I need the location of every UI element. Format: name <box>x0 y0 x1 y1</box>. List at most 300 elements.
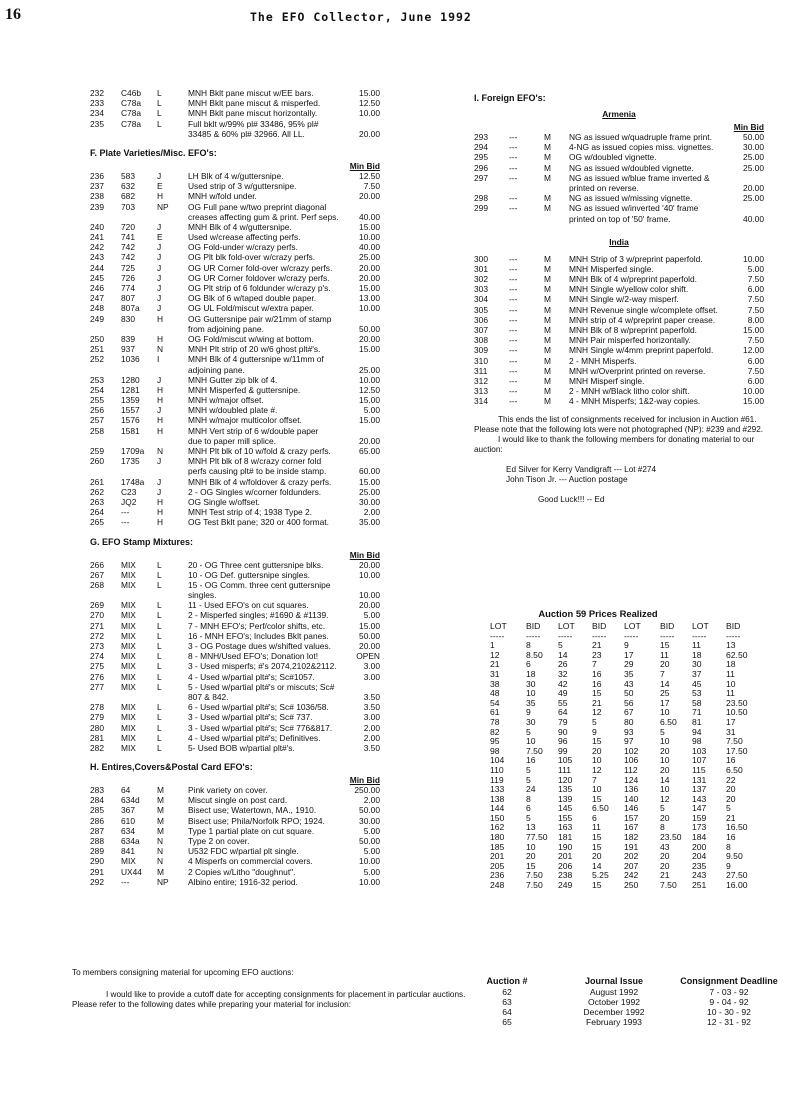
lot-number: 252 <box>90 354 104 365</box>
price-cell: 106 <box>624 755 639 766</box>
price-cell: 190 <box>558 841 573 852</box>
min-bid: 5.00 <box>363 846 380 857</box>
lot-row <box>90 877 380 887</box>
price-cell: BID <box>660 621 675 631</box>
catalog-number: 742 <box>121 242 135 253</box>
price-cell: 61 <box>490 707 500 718</box>
lot-description: 3 - Used misperfs; #'s 2074,2102&2112. <box>188 661 337 672</box>
catalog-number: --- <box>509 142 518 153</box>
section-f-list <box>90 171 380 528</box>
condition-code: N <box>157 846 164 857</box>
lot-row <box>90 466 380 476</box>
lot-row <box>90 119 380 129</box>
lot-number: 255 <box>90 395 104 406</box>
lot-number: 285 <box>90 805 104 816</box>
condition-code: L <box>157 651 162 662</box>
catalog-number: MIX <box>121 569 136 580</box>
lot-number: 247 <box>90 293 104 304</box>
lot-row <box>90 517 380 527</box>
condition-code: E <box>157 232 163 243</box>
lot-number: 288 <box>90 836 104 846</box>
min-bid: 10.00 <box>743 386 764 397</box>
deadline-cell: October 1992 <box>587 997 641 1007</box>
lot-number: 286 <box>90 815 104 826</box>
lot-row <box>474 305 764 315</box>
deadline-row <box>482 987 782 997</box>
page-number: 16 <box>5 6 21 23</box>
lot-description: MNH Plt blk of 10 w/fold & crazy perfs. <box>188 446 331 456</box>
min-bid-header: Min Bid <box>349 160 380 171</box>
catalog-number: --- <box>509 304 518 315</box>
price-cell: 15 <box>592 688 602 699</box>
catalog-number: --- <box>509 253 518 264</box>
lot-number: 293 <box>474 132 488 142</box>
price-cell: 157 <box>624 812 639 823</box>
price-cell: 9.50 <box>726 851 743 862</box>
condition-code: L <box>157 702 162 713</box>
condition-code: J <box>157 456 162 467</box>
lot-number: 277 <box>90 681 104 692</box>
lot-row <box>90 273 380 283</box>
footer-paragraph: I would like to provide a cutoff date for accepting consignments for placement in particular auctions. Please refer to the following dates while preparing your material for inclusion: <box>72 990 466 1009</box>
min-bid: 15.00 <box>359 283 380 293</box>
lot-row <box>90 846 380 856</box>
condition-code: J <box>157 283 162 293</box>
condition-code: M <box>544 284 551 295</box>
section-g-list <box>90 560 380 754</box>
lot-description: MNH Blk of 4 guttersnipe w/11mm of <box>188 354 324 365</box>
price-cell: 115 <box>692 764 706 775</box>
price-cell: 97 <box>624 736 634 747</box>
lot-row <box>474 284 764 294</box>
price-cell: 15 <box>660 640 670 651</box>
catalog-number: 1581 <box>121 425 140 436</box>
price-cell: 155 <box>558 812 573 823</box>
lot-row <box>90 610 380 620</box>
price-cell: 58 <box>692 697 702 708</box>
price-cell: 21 <box>592 640 602 651</box>
catalog-number: MIX <box>121 681 136 692</box>
price-cell: 37 <box>692 668 702 679</box>
lot-description: MNH Blk of 8 w/preprint paperfold. <box>569 325 698 335</box>
catalog-number: 937 <box>121 344 135 355</box>
price-cell: 30 <box>526 678 536 689</box>
condition-code: M <box>544 304 551 315</box>
prices-title: Auction 59 Prices Realized <box>538 608 658 619</box>
price-cell: 43 <box>624 678 634 689</box>
lot-number: 313 <box>474 386 488 397</box>
min-bid: 20.00 <box>359 128 380 139</box>
lot-description: 2 Copies w/Litho "doughnut". <box>188 866 296 877</box>
lot-number: 291 <box>90 866 104 877</box>
condition-code: N <box>157 856 164 867</box>
min-bid: 3.50 <box>363 702 380 713</box>
price-cell: 45 <box>692 678 702 689</box>
lot-number: 267 <box>90 569 104 580</box>
price-cell: 98 <box>490 745 500 756</box>
price-cell: 50 <box>624 688 634 699</box>
lot-number: 303 <box>474 284 488 295</box>
lot-number: 249 <box>90 313 104 324</box>
price-cell: 96 <box>558 736 568 747</box>
lot-description: MNH Revenue single w/complete offset. <box>569 304 718 315</box>
lot-number: 276 <box>90 671 104 682</box>
condition-code: M <box>544 152 551 163</box>
lot-number: 300 <box>474 253 488 264</box>
lot-number: 314 <box>474 396 488 407</box>
condition-code: L <box>157 98 162 109</box>
catalog-number: 634a <box>121 836 140 846</box>
lot-description: printed on reverse. <box>569 182 639 193</box>
price-cell: 8.50 <box>526 649 543 660</box>
min-bid: 3.00 <box>363 671 380 682</box>
price-cell: 6.50 <box>726 764 743 775</box>
price-cell: ----- <box>490 630 505 641</box>
condition-code: L <box>157 671 162 682</box>
lot-description: MNH w/major multicolor offset. <box>188 415 302 426</box>
page-header <box>0 6 809 26</box>
price-cell: 12 <box>660 793 670 804</box>
price-cell: 53 <box>692 688 702 699</box>
condition-code: NP <box>157 876 169 887</box>
catalog-number: --- <box>509 162 518 173</box>
condition-code: M <box>544 274 551 285</box>
price-cell: 6.50 <box>660 716 677 727</box>
price-cell: 21 <box>592 697 602 708</box>
price-cell: 182 <box>624 832 639 843</box>
price-cell: 138 <box>490 793 505 804</box>
lot-description: 15 - OG Comm. three cent guttersnipe <box>188 579 331 590</box>
catalog-number: --- <box>509 203 518 214</box>
lot-description: NG as issued w/blue frame inverted & <box>569 172 710 183</box>
min-bid: 2.00 <box>363 722 380 733</box>
price-cell: 206 <box>558 860 573 871</box>
price-cell: 18 <box>692 649 702 660</box>
donor-line: Ed Silver for Kerry Vandigraft --- Lot #274 <box>506 464 657 474</box>
lot-description: MNH Bklt pane miscut & misperfed. <box>188 98 321 109</box>
catalog-number: MIX <box>121 559 136 570</box>
catalog-number: C78a <box>121 118 142 129</box>
lot-description: 20 - OG Three cent guttersnipe blks. <box>188 559 324 570</box>
min-bid-header: Min Bid <box>349 549 380 560</box>
catalog-number: 841 <box>121 846 135 857</box>
price-cell: 99 <box>558 745 568 756</box>
min-bid: 20.00 <box>359 262 380 273</box>
lot-description: OG Fold-under w/crazy perfs. <box>188 242 298 253</box>
lot-number: 233 <box>90 98 104 109</box>
price-row <box>488 881 748 891</box>
catalog-number: --- <box>509 274 518 285</box>
condition-code: M <box>544 203 551 214</box>
lot-description: OG UR Corner foldover w/crazy perfs. <box>188 272 330 283</box>
deadline-cell: 63 <box>502 997 512 1007</box>
lot-number: 298 <box>474 193 488 204</box>
price-cell: 20 <box>660 851 670 862</box>
price-cell: 18 <box>526 668 536 679</box>
lot-description: MNH w/major offset. <box>188 395 264 406</box>
condition-code: M <box>544 375 551 386</box>
lot-number: 270 <box>90 610 104 621</box>
lot-list-top <box>90 88 380 139</box>
lot-number: 312 <box>474 375 488 386</box>
catalog-number: JQ2 <box>121 496 137 507</box>
price-cell: 5 <box>660 726 665 737</box>
lot-row <box>90 283 380 293</box>
price-cell: 150 <box>490 812 505 823</box>
deadline-row <box>482 997 782 1007</box>
right-column <box>474 92 764 505</box>
lot-row <box>474 183 764 193</box>
lot-number: 236 <box>90 170 104 181</box>
lot-number: 272 <box>90 630 104 641</box>
price-cell: 11 <box>726 668 735 679</box>
lot-description: Miscut single on post card. <box>188 795 288 806</box>
lot-row <box>474 214 764 224</box>
min-bid: 7.50 <box>363 181 380 192</box>
min-bid: 5.00 <box>363 825 380 836</box>
lot-number: 307 <box>474 325 488 335</box>
condition-code: J <box>157 221 162 232</box>
footer-line: To members consigning material for upcoming EFO auctions: <box>72 968 294 977</box>
catalog-number: 720 <box>121 221 135 232</box>
price-cell: 8 <box>726 841 731 852</box>
section-f-title: F. Plate Varieties/Misc. EFO's: <box>90 147 217 158</box>
condition-code: H <box>157 384 164 395</box>
lot-number: 241 <box>90 232 104 243</box>
price-cell: ----- <box>558 630 573 641</box>
lot-row <box>90 856 380 866</box>
price-cell: 31 <box>490 668 500 679</box>
catalog-number: 1359 <box>121 395 140 406</box>
catalog-number: 682 <box>121 191 135 202</box>
min-bid: 15.00 <box>359 395 380 406</box>
lot-row <box>474 386 764 396</box>
deadline-row <box>482 1007 782 1017</box>
price-cell: 10 <box>526 688 536 699</box>
lot-row <box>474 294 764 304</box>
catalog-number: MIX <box>121 856 136 867</box>
catalog-number: MIX <box>121 742 136 753</box>
price-cell: 23.50 <box>726 697 748 708</box>
price-cell: 1 <box>490 640 495 651</box>
condition-code: H <box>157 313 164 324</box>
lot-number: 264 <box>90 507 104 518</box>
min-bid: 10.00 <box>359 569 380 580</box>
price-cell: 6.50 <box>592 803 609 814</box>
lot-number: 280 <box>90 722 104 733</box>
lot-description: OG Fold/miscut w/wing at bottom. <box>188 333 314 344</box>
price-cell: 235 <box>692 860 707 871</box>
catalog-number: 610 <box>121 815 135 826</box>
catalog-number: MIX <box>121 630 136 641</box>
note-paragraph: This ends the list of consignments received for inclusion in Auction #61. Please note that the following lots were not photographed (NP): #239 and #292. <box>474 414 764 434</box>
lot-number: 278 <box>90 702 104 713</box>
condition-code: M <box>544 193 551 204</box>
price-cell: 200 <box>692 841 707 852</box>
lot-row <box>474 152 764 162</box>
deadline-cell: December 1992 <box>583 1007 645 1017</box>
min-bid: 7.50 <box>747 274 764 285</box>
lot-row <box>90 692 380 702</box>
lot-description: MNH Blk of 4 w/guttersnipe. <box>188 221 292 232</box>
price-cell: 25 <box>660 688 670 699</box>
lot-row <box>474 132 764 142</box>
min-bid: 3.00 <box>363 712 380 723</box>
price-cell: 15 <box>592 832 602 843</box>
price-cell: 7.50 <box>526 745 543 756</box>
catalog-number: 632 <box>121 181 135 192</box>
prices-table <box>488 622 748 891</box>
min-bid: 6.00 <box>747 284 764 295</box>
lot-description: adjoining pane. <box>188 364 245 375</box>
catalog-number: 1748a <box>121 476 145 487</box>
condition-code: N <box>157 836 164 846</box>
condition-code: H <box>157 333 164 344</box>
lot-row <box>90 252 380 262</box>
price-cell: 184 <box>692 832 707 843</box>
price-cell: 10.50 <box>726 707 748 718</box>
section-h-title: H. Entires,Covers&Postal Card EFO's: <box>90 762 253 773</box>
lot-number: 263 <box>90 496 104 507</box>
lot-row <box>90 733 380 743</box>
catalog-number: C78a <box>121 98 142 109</box>
lot-row <box>474 264 764 274</box>
lot-row <box>474 142 764 152</box>
lot-description: MNH Pair misperfed horizontally. <box>569 335 691 346</box>
price-cell: 107 <box>692 755 707 766</box>
price-cell: 17 <box>660 697 670 708</box>
price-cell: 17 <box>726 716 736 727</box>
price-cell: 5.25 <box>592 870 609 881</box>
lot-row <box>90 405 380 415</box>
condition-code: N <box>157 344 164 355</box>
min-bid: 6.00 <box>747 355 764 366</box>
lot-description: Pink variety on cover. <box>188 785 268 796</box>
lot-row <box>90 354 380 364</box>
min-bid: 15.00 <box>359 344 380 355</box>
catalog-number: 703 <box>121 201 135 212</box>
price-cell: 9 <box>526 707 531 718</box>
condition-code: L <box>157 732 162 743</box>
price-cell: 31 <box>726 726 736 737</box>
min-bid: 12.50 <box>359 384 380 395</box>
price-cell: 159 <box>692 812 707 823</box>
lot-row <box>90 702 380 712</box>
catalog-number: --- <box>121 507 130 518</box>
condition-code: H <box>157 395 164 406</box>
catalog-number: --- <box>509 365 518 376</box>
price-cell: LOT <box>558 621 575 631</box>
price-cell: 9 <box>592 726 597 737</box>
condition-code: M <box>544 335 551 346</box>
min-bid: 12.50 <box>359 98 380 109</box>
catalog-number: MIX <box>121 610 136 621</box>
lot-number: 290 <box>90 856 104 867</box>
lot-description: printed on top of '50' frame. <box>569 213 671 224</box>
deadline-cell: February 1993 <box>586 1017 642 1027</box>
lot-description: 8 - MNH/Used EFO's; Donation lot! <box>188 651 319 662</box>
condition-code: J <box>157 476 162 487</box>
lot-description: 6 - Used w/partial plt#'s; Sc# 1036/58. <box>188 702 329 713</box>
price-cell: 185 <box>490 841 505 852</box>
lot-row <box>90 507 380 517</box>
min-bid: 25.00 <box>359 364 380 375</box>
lot-number: 246 <box>90 283 104 293</box>
catalog-number: MIX <box>121 722 136 733</box>
lot-description: MNH Plt blk of 8 w/crazy corner fold <box>188 456 322 467</box>
catalog-number: MIX <box>121 579 136 590</box>
lot-number: 260 <box>90 456 104 467</box>
lot-number: 268 <box>90 579 104 590</box>
lot-description: 16 - MNH EFO's; Includes Bklt panes. <box>188 630 329 641</box>
catalog-number: MIX <box>121 702 136 713</box>
lot-description: Albino entire; 1916-32 period. <box>188 876 298 887</box>
price-cell: 7 <box>660 668 665 679</box>
armenia-list <box>474 132 764 224</box>
price-cell: 24 <box>526 784 536 795</box>
price-cell: 10 <box>592 755 602 766</box>
deadline-cell: 64 <box>502 1007 512 1017</box>
lot-description: MNH w/fold under. <box>188 191 257 202</box>
lot-number: 234 <box>90 108 104 119</box>
lot-description: 5 - Used w/partial plt#'s or miscuts; Sc# <box>188 681 335 692</box>
price-cell: 35 <box>526 697 536 708</box>
price-cell: 238 <box>558 870 573 881</box>
price-cell: 12 <box>592 707 602 718</box>
min-bid: 40.00 <box>359 242 380 253</box>
catalog-number: 1576 <box>121 415 140 426</box>
price-cell: 14 <box>558 649 568 660</box>
lot-number: 275 <box>90 661 104 672</box>
price-cell: 104 <box>490 755 505 766</box>
condition-code: E <box>157 181 163 192</box>
catalog-number: 742 <box>121 252 135 263</box>
lot-description: MNH strip of 4 w/preprint paper crease. <box>569 314 716 325</box>
lot-number: 261 <box>90 476 104 487</box>
lot-description: Bisect use; Phila/Norfolk RPO; 1924. <box>188 815 325 826</box>
price-cell: 7.50 <box>526 870 543 881</box>
min-bid: 10.00 <box>359 303 380 314</box>
lot-row <box>90 324 380 334</box>
lot-row <box>90 446 380 456</box>
price-cell: 207 <box>624 860 639 871</box>
price-cell: 8 <box>526 640 531 651</box>
deadline-header-cell: Journal Issue <box>584 976 644 986</box>
price-cell: 98 <box>692 736 702 747</box>
lot-row <box>90 222 380 232</box>
min-bid: 10.00 <box>359 108 380 119</box>
lot-row <box>474 376 764 386</box>
price-cell: 10 <box>660 707 670 718</box>
price-cell: 77.50 <box>526 832 548 843</box>
lot-description: 3 - Used w/partial plt#'s; Sc# 737. <box>188 712 313 723</box>
lot-number: 269 <box>90 600 104 611</box>
min-bid: 50.00 <box>743 132 764 142</box>
condition-code: M <box>157 825 164 836</box>
price-cell: 82 <box>490 726 500 737</box>
lot-row <box>474 173 764 183</box>
price-cell: 15 <box>526 860 536 871</box>
min-bid: 30.00 <box>743 142 764 153</box>
condition-code: M <box>544 386 551 397</box>
min-bid: 5.00 <box>747 263 764 274</box>
price-cell: 80 <box>624 716 634 727</box>
lot-row <box>474 193 764 203</box>
min-bid: 12.50 <box>359 170 380 181</box>
lot-row <box>90 242 380 252</box>
price-cell: 5 <box>526 774 531 785</box>
min-bid: 10.00 <box>359 876 380 887</box>
